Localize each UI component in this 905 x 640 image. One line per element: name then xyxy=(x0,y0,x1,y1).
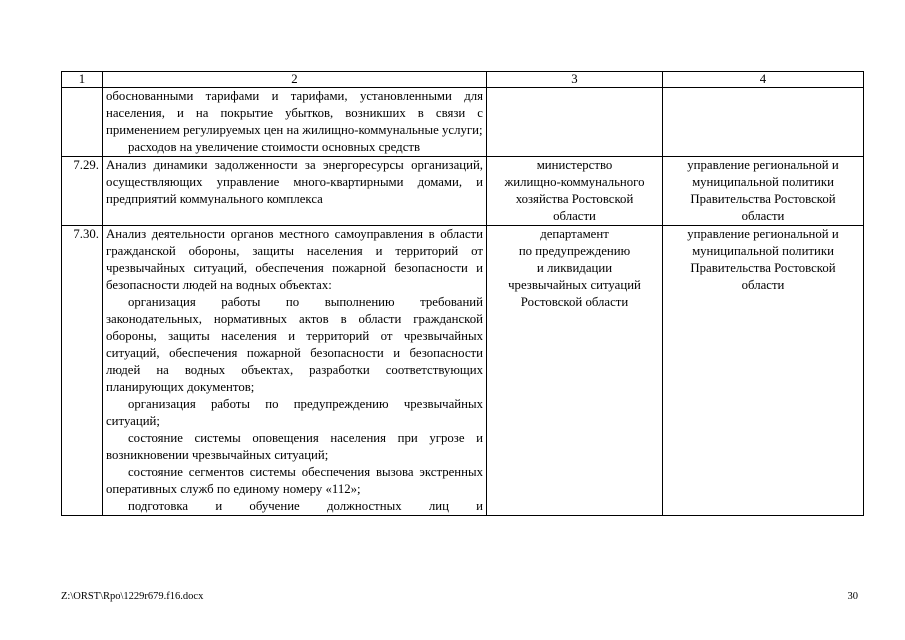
row-number: 7.30. xyxy=(62,226,103,516)
coexecutor-line: управление региональной и xyxy=(687,158,839,172)
executor-line: хозяйства Ростовской xyxy=(515,192,634,206)
executor-line: департамент xyxy=(540,227,609,241)
coexecutor-line: области xyxy=(741,278,785,292)
table-row xyxy=(62,226,864,516)
desc-paragraph: организация работы по выполнению требований законодательных, нормативных актов в области гражданской обороны, защиты населения и территорий от чрезвычайных ситуаций, обеспечения пожарной безопасности и безопасности людей на водных объектах, разработки соответствующих планирующих документов; xyxy=(106,295,483,394)
executor-line: министерство xyxy=(536,158,613,172)
desc-paragraph: обоснованными тарифами и тарифами, установленными для населения, и на покрытие убытков, возникших в связи с применением регулируемых цен на жилищно-коммунальные услуги; xyxy=(106,89,483,137)
row-executor xyxy=(487,226,663,516)
coexecutor-line: управление региональной и xyxy=(687,227,839,241)
coexecutor-line: Правительства Ростовской xyxy=(690,192,836,206)
coexecutor-line: области xyxy=(741,209,785,223)
footer-file-path: Z:\ORST\Rpo\1229r679.f16.docx xyxy=(61,591,204,602)
row-description xyxy=(103,226,487,516)
row-number: 7.29. xyxy=(62,157,103,226)
row-executor xyxy=(487,157,663,226)
row-coexecutor xyxy=(663,157,864,226)
row-description xyxy=(103,157,487,226)
plan-table xyxy=(61,71,864,516)
row-coexecutor xyxy=(663,226,864,516)
coexecutor-line: муниципальной политики xyxy=(692,175,834,189)
row-number xyxy=(62,88,103,157)
row-description xyxy=(103,88,487,157)
desc-paragraph: Анализ деятельности органов местного самоуправления в области гражданской обороны, защиты населения и территорий от чрезвычайных ситуаций, обеспечения пожарной безопасности и безопасности людей на водных объектах: xyxy=(106,227,483,292)
table-row xyxy=(62,157,864,226)
desc-paragraph: Анализ динамики задолженности за энергоресурсы организаций, осуществляющих управление много-квартирными домами, и предприятий коммунального комплекса xyxy=(106,158,483,206)
coexecutor-line: Правительства Ростовской xyxy=(690,261,836,275)
row-coexecutor xyxy=(663,88,864,157)
header-row xyxy=(62,72,864,88)
header-col-3: 3 xyxy=(487,72,663,88)
executor-line: и ликвидации xyxy=(536,261,613,275)
row-executor xyxy=(487,88,663,157)
executor-line: чрезвычайных ситуаций xyxy=(508,278,641,292)
desc-paragraph: состояние сегментов системы обеспечения вызова экстренных оперативных служб по единому номеру «112»; xyxy=(106,465,483,496)
executor-line: по предупреждению xyxy=(518,244,631,258)
footer-page-number: 30 xyxy=(847,591,858,602)
executor-line: жилищно-коммунального xyxy=(504,175,645,189)
header-col-4: 4 xyxy=(663,72,864,88)
header-col-1: 1 xyxy=(62,72,103,88)
executor-line: области xyxy=(553,209,596,223)
executor-line: Ростовской области xyxy=(520,295,629,309)
table-row xyxy=(62,88,864,157)
desc-paragraph: состояние системы оповещения населения при угрозе и возникновении чрезвычайных ситуаций; xyxy=(106,431,483,462)
desc-paragraph: организация работы по предупреждению чрезвычайных ситуаций; xyxy=(106,397,483,428)
desc-paragraph: подготовка и обучение должностных лиц и xyxy=(128,499,483,513)
header-col-2: 2 xyxy=(103,72,487,88)
desc-paragraph: расходов на увеличение стоимости основных средств xyxy=(128,140,421,154)
coexecutor-line: муниципальной политики xyxy=(692,244,834,258)
